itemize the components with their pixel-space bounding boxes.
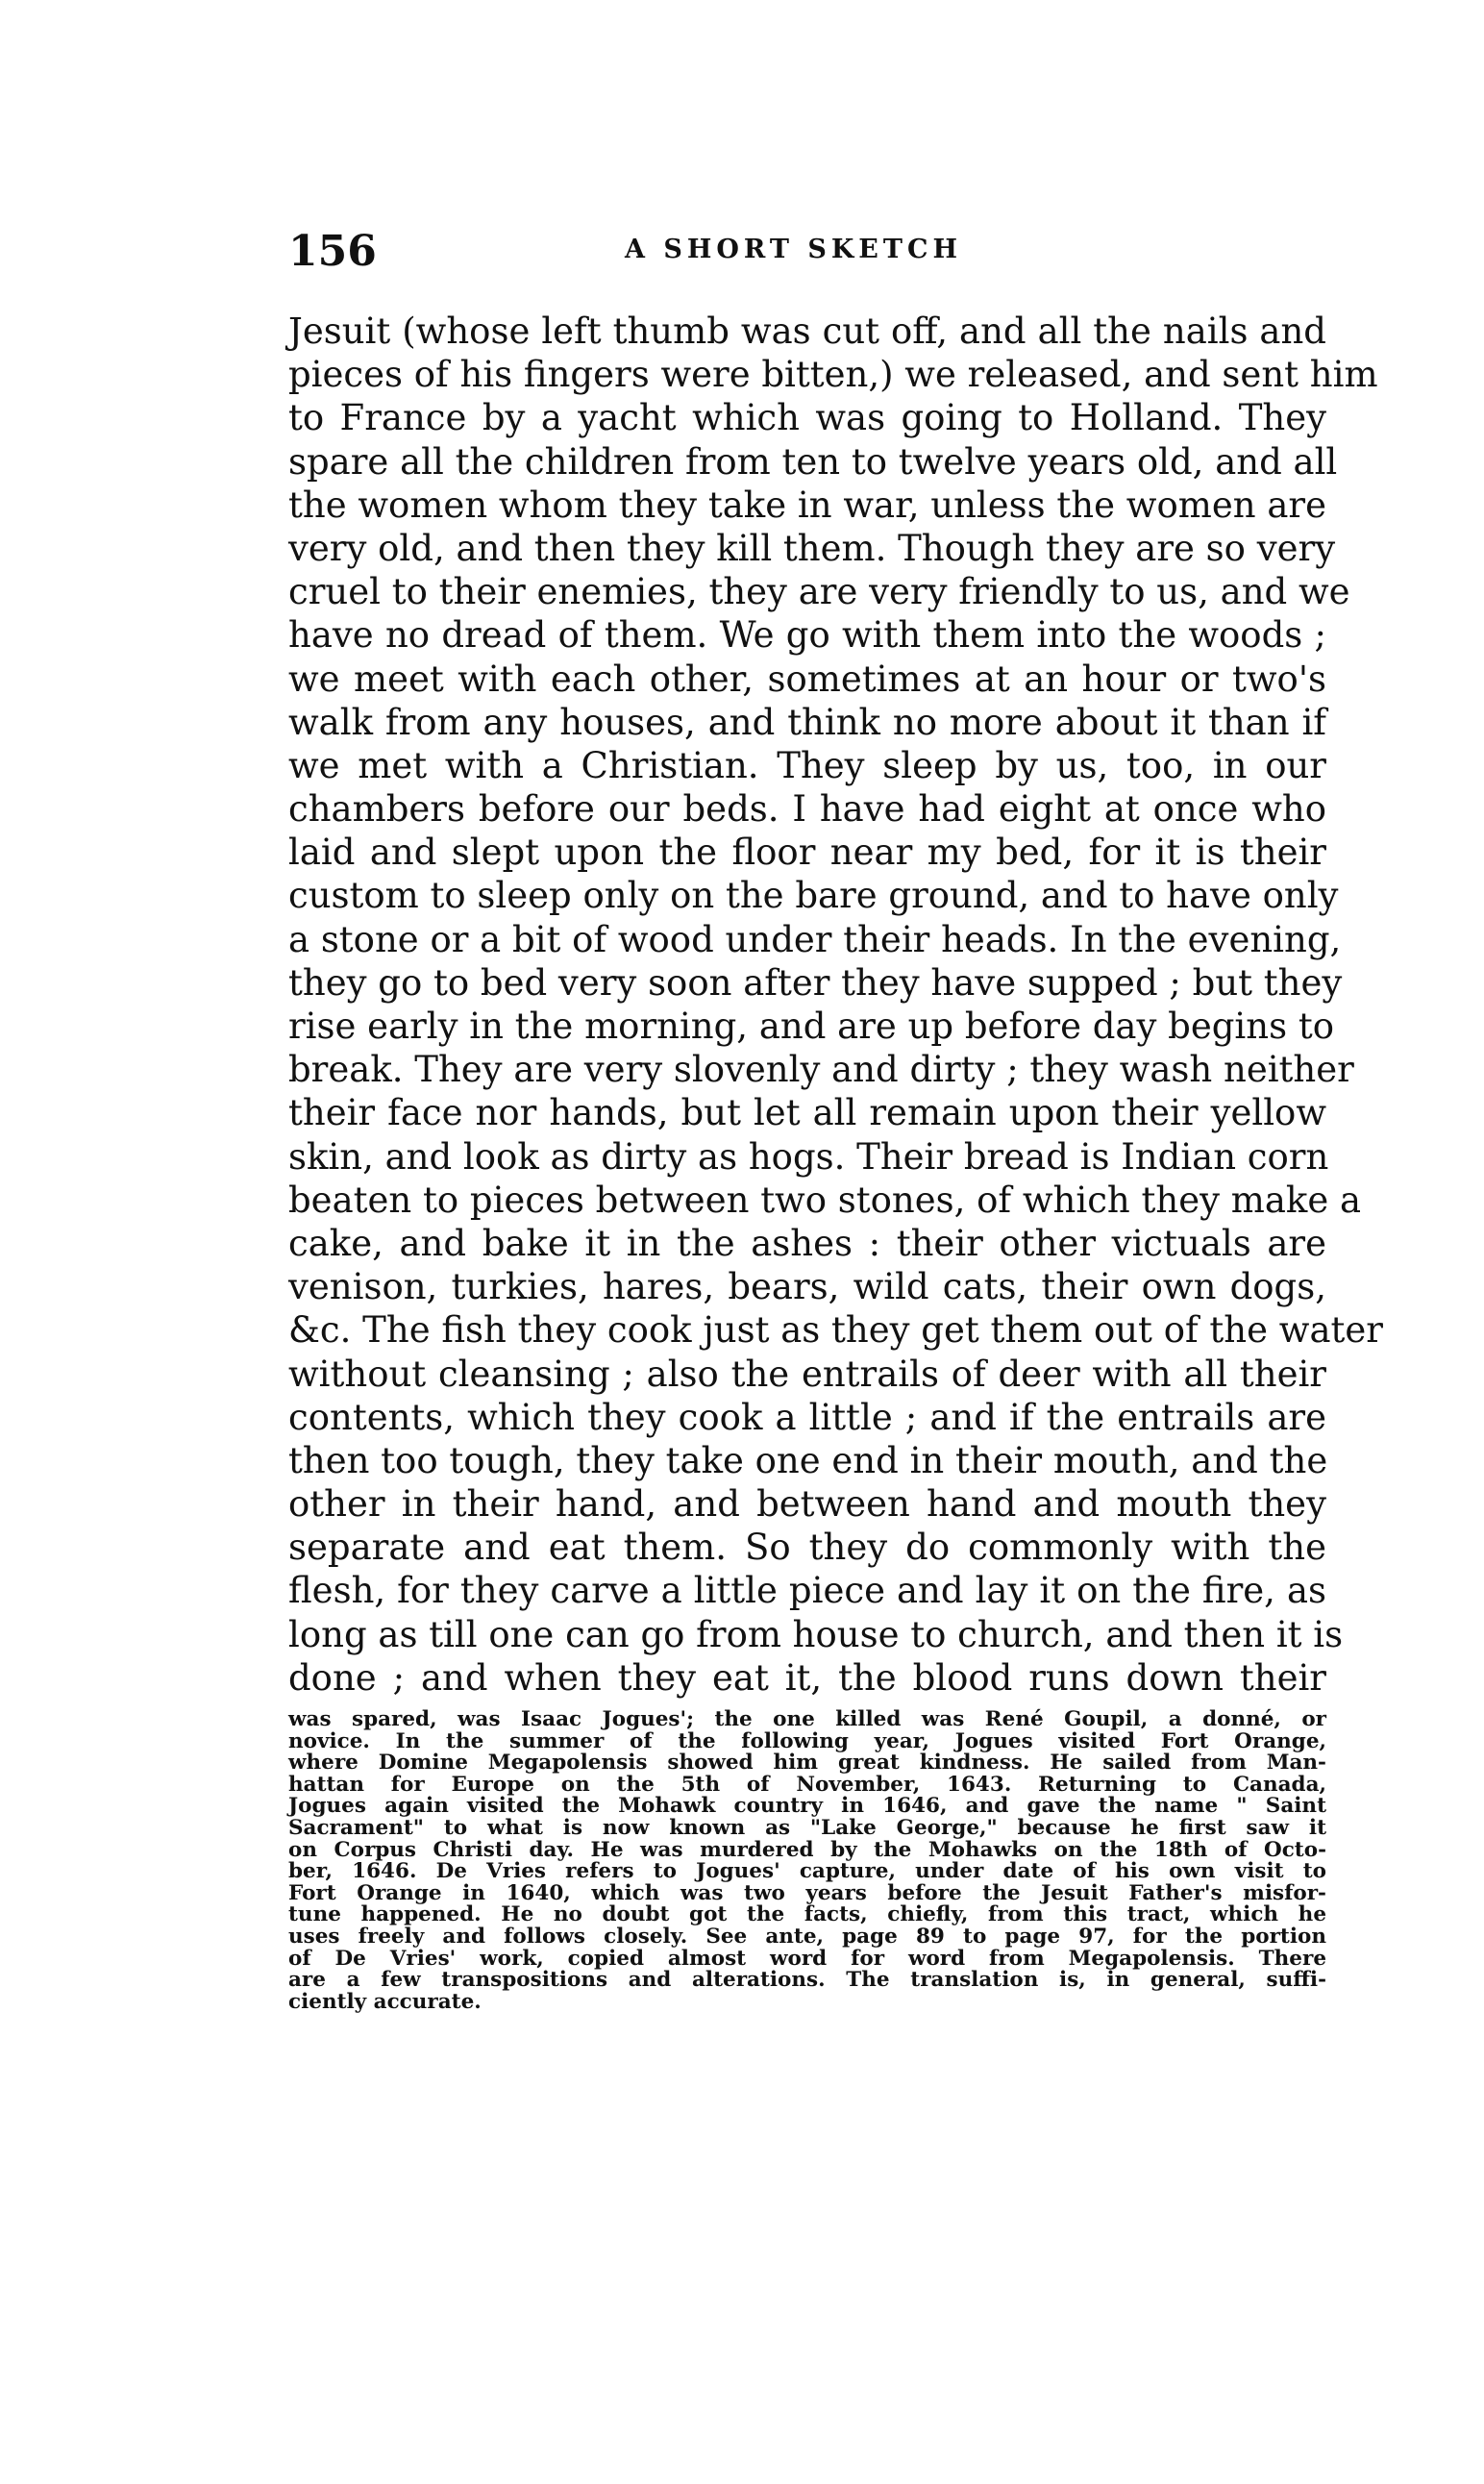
footnote-line: was spared, was Isaac Jogues'; the one killed was René Goupil, a donné, or xyxy=(288,1707,1326,1731)
text-line: we met with a Christian. They sleep by us, too, in our xyxy=(288,744,1326,786)
text-line: to France by a yacht which was going to Holland. They xyxy=(288,397,1326,439)
text-line: a stone or a bit of wood under their heads. In the evening, xyxy=(288,918,1342,960)
text-line: other in their hand, and between hand and mouth they xyxy=(288,1483,1326,1526)
text-line: the women whom they take in war, unless the women are xyxy=(288,484,1326,526)
text-line: beaten to pieces between two stones, of which they make a xyxy=(288,1179,1362,1221)
footnote-line: ciently accurate. xyxy=(288,1989,482,2014)
footnote-line: Fort Orange in 1640, which was two years before the Jesuit Father's misfor- xyxy=(288,1880,1326,1905)
text-line: laid and slept upon the floor near my bed, for it is their xyxy=(288,832,1326,874)
footnote-line: are a few transpositions and alterations. The translation is, in general, suffi- xyxy=(288,1968,1326,1993)
text-line: without cleansing ; also the entrails of deer with all their xyxy=(288,1353,1326,1395)
footnote-line: novice. In the summer of the following year, Jogues visited Fort Orange, xyxy=(288,1728,1326,1753)
footnote-line: on Corpus Christi day. He was murdered by the Mohawks on the 18th of Octo- xyxy=(288,1837,1326,1862)
text-line: walk from any houses, and think no more about it than if xyxy=(288,701,1326,743)
page-header xyxy=(288,227,1326,285)
text-line: long as till one can go from house to church, and then it is xyxy=(288,1613,1344,1655)
footnote-line: Sacrament" to what is now known as "Lake George," because he first saw it xyxy=(288,1815,1326,1840)
text-line: venison, turkies, hares, bears, wild cats, their own dogs, xyxy=(288,1266,1326,1308)
text-line: they go to bed very soon after they have supped ; but they xyxy=(288,961,1343,1004)
footnote-line: tune happened. He no doubt got the facts, chiefly, from this tract, which he xyxy=(288,1902,1326,1927)
text-line: spare all the children from ten to twelve years old, and all xyxy=(288,440,1338,483)
text-line: their face nor hands, but let all remain upon their yellow xyxy=(288,1092,1326,1134)
main-text xyxy=(288,310,1383,1700)
text-line: cruel to their enemies, they are very friendly to us, and we xyxy=(288,571,1350,613)
footnote-line: where Domine Megapolensis showed him great kindness. He sailed from Man- xyxy=(288,1751,1326,1776)
text-line: skin, and look as dirty as hogs. Their bread is Indian corn xyxy=(288,1135,1329,1178)
running-head: A SHORT SKETCH xyxy=(625,235,962,264)
text-line: contents, which they cook a little ; and if the entrails are xyxy=(288,1396,1326,1438)
page-number: 156 xyxy=(288,227,377,276)
text-line: &c. The fish they cook just as they get them out of the water xyxy=(288,1309,1383,1352)
text-line: very old, and then they kill them. Though they are so very xyxy=(288,527,1336,569)
text-line: have no dread of them. We go with them into the woods ; xyxy=(288,614,1326,657)
text-line: flesh, for they carve a little piece and lay it on the fire, as xyxy=(288,1570,1326,1612)
footnote-line: ber, 1646. De Vries refers to Jogues' capture, under date of his own visit to xyxy=(288,1859,1326,1884)
text-line: chambers before our beds. I have had eight at once who xyxy=(288,788,1326,831)
footnote-line: uses freely and follows closely. See ante, page 89 to page 97, for the portion xyxy=(288,1924,1326,1949)
footnote-line: of De Vries' work, copied almost word for word from Megapolensis. There xyxy=(288,1946,1326,1971)
text-line: then too tough, they take one end in their mouth, and the xyxy=(288,1439,1328,1481)
footnote-line: Jogues again visited the Mohawk country in 1646, and gave the name " Saint xyxy=(288,1794,1326,1819)
text-line: break. They are very slovenly and dirty ; they wash neither xyxy=(288,1049,1354,1091)
text-line: separate and eat them. So they do commonly with the xyxy=(288,1527,1326,1569)
text-line: pieces of his fingers were bitten,) we released, and sent him xyxy=(288,354,1378,396)
text-line: cake, and bake it in the ashes : their other victuals are xyxy=(288,1222,1326,1264)
text-line: rise early in the morning, and are up before day begins to xyxy=(288,1006,1334,1047)
footnote-line: hattan for Europe on the 5th of November, 1643. Returning to Canada, xyxy=(288,1772,1326,1797)
footnote xyxy=(288,1709,1326,2013)
text-line: Jesuit (whose left thumb was cut off, and all the nails and xyxy=(288,310,1326,352)
text-line: we meet with each other, sometimes at an hour or two's xyxy=(288,658,1326,700)
text-line: done ; and when they eat it, the blood runs down their xyxy=(288,1656,1326,1699)
text-line: custom to sleep only on the bare ground, and to have only xyxy=(288,875,1339,917)
